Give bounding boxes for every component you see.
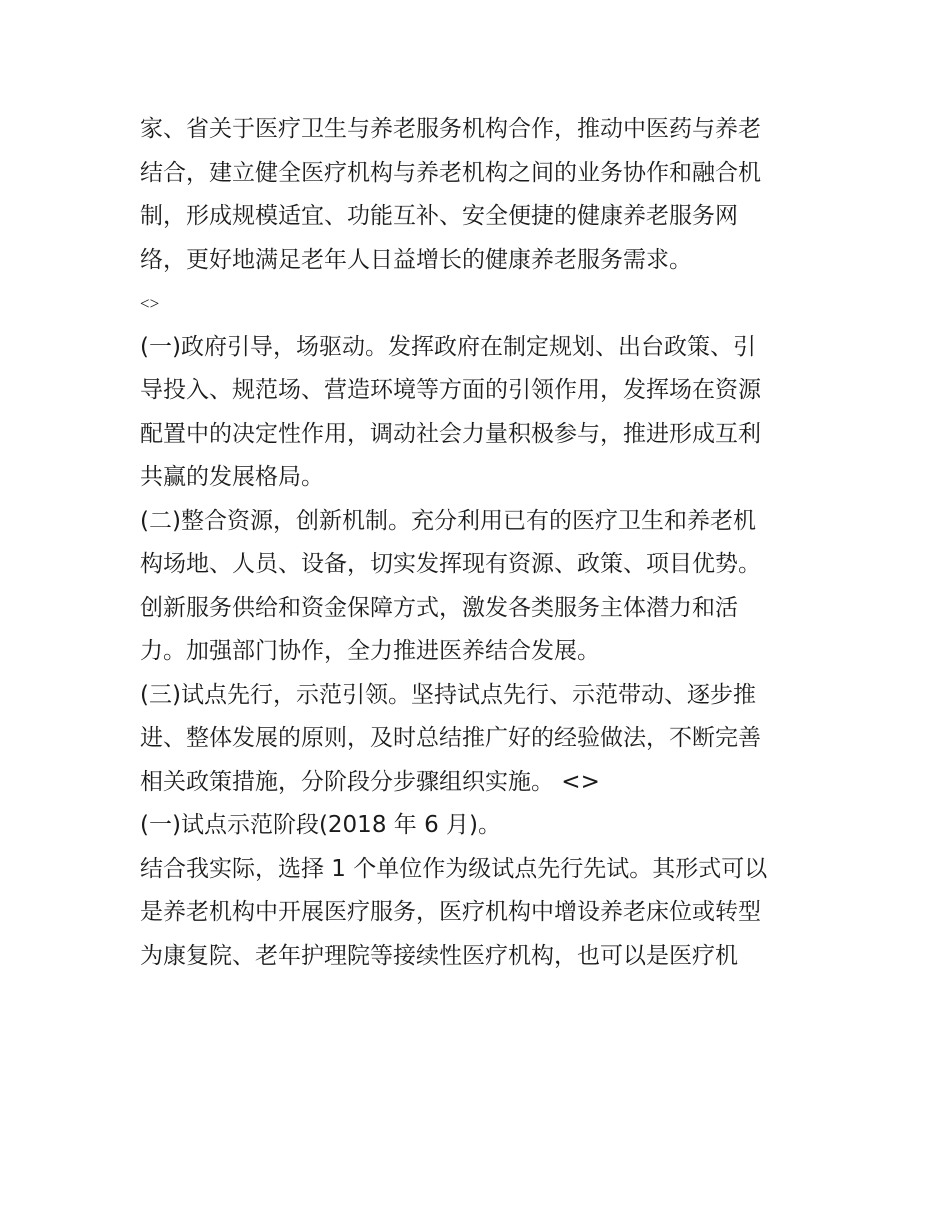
text-line: 进、整体发展的原则，及时总结推广好的经验做法，不断完善 (140, 725, 761, 751)
text-line: (三)试点先行，示范引领。坚持试点先行、示范带动、逐步推 (140, 681, 756, 708)
text-line: (一)政府引导，场驱动。发挥政府在制定规划、出台政策、引 (140, 333, 756, 360)
text-line: 创新服务供给和资金保障方式，激发各类服务主体潜力和活 (140, 594, 738, 621)
text-line: 共赢的发展格局。 (140, 464, 324, 490)
text-line: 构场地、人员、设备，切实发挥现有资源、政策、项目优势。 (140, 551, 761, 577)
text-line: 家、省关于医疗卫生与养老服务机构合作，推动中医药与养老 (140, 116, 761, 142)
text-line: (一)试点示范阶段(2018 年 6 月)。 (140, 812, 501, 838)
text-line: 结合我实际，选择 1 个单位作为级试点先行先试。其形式可以 (140, 855, 768, 882)
text-line: 导投入、规范场、营造环境等方面的引领作用，发挥场在资源 (140, 377, 761, 403)
text-line: 相关政策措施，分阶段分步骤组织实施。 <> (140, 768, 600, 795)
text-line: 结合，建立健全医疗机构与养老机构之间的业务协作和融合机 (140, 159, 761, 186)
text-line: (二)整合资源，创新机制。充分利用已有的医疗卫生和养老机 (140, 507, 756, 534)
section-marker: <> (140, 294, 160, 313)
document-body (140, 108, 820, 978)
text-line: 为康复院、老年护理院等接续性医疗机构，也可以是医疗机 (140, 942, 738, 969)
text-line: 络，更好地满足老年人日益增长的健康养老服务需求。 (140, 246, 692, 273)
text-line: 力。加强部门协作，全力推进医养结合发展。 (140, 638, 600, 664)
text-line: 制，形成规模适宜、功能互补、安全便捷的健康养老服务网 (140, 203, 738, 229)
text-line: 配置中的决定性作用，调动社会力量积极参与，推进形成互利 (140, 420, 761, 447)
text-line: 是养老机构中开展医疗服务，医疗机构中增设养老床位或转型 (140, 899, 761, 925)
